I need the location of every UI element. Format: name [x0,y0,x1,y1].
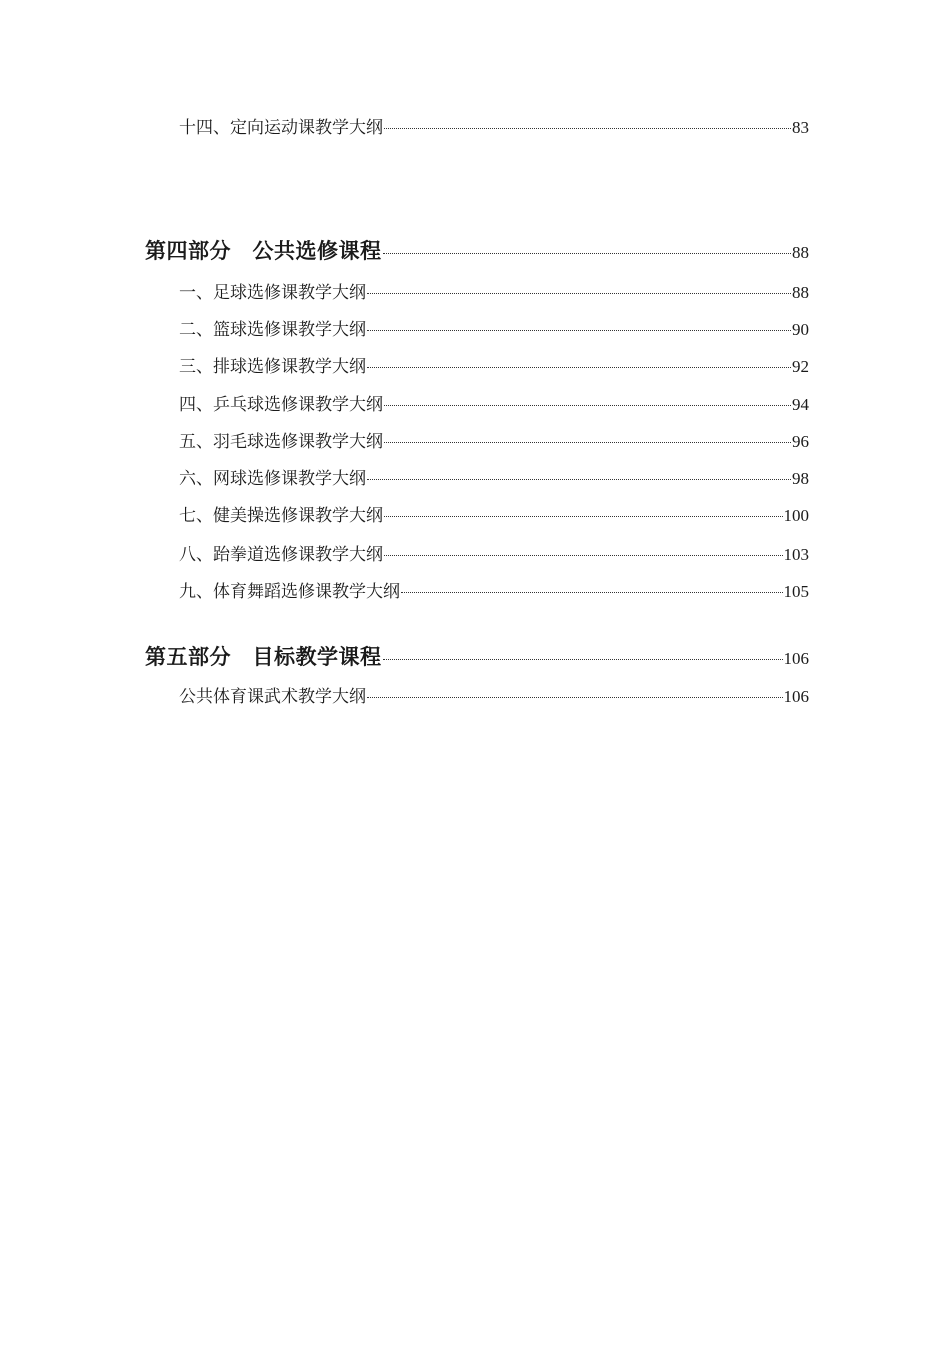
toc-entry-title: 二、篮球选修课教学大纲 [179,320,366,340]
toc-dot-leader [367,330,791,331]
toc-entry-sports-dance[interactable] [179,580,809,604]
toc-page-number: 103 [783,545,809,564]
toc-dot-leader [384,128,791,129]
toc-dot-leader [384,516,783,517]
toc-page-number: 90 [792,320,809,339]
toc-dot-leader [383,659,783,660]
toc-entry-table-tennis[interactable] [179,393,809,417]
toc-entry-title: 一、足球选修课教学大纲 [179,283,366,303]
toc-dot-leader [367,479,791,480]
toc-entry-orienteering[interactable] [179,116,809,140]
toc-entry-taekwondo[interactable] [179,543,809,567]
toc-entry-title: 五、羽毛球选修课教学大纲 [179,432,383,452]
toc-entry-title: 四、乒乓球选修课教学大纲 [179,395,383,415]
toc-dot-leader [367,293,791,294]
toc-entry-title: 九、体育舞蹈选修课教学大纲 [179,582,400,602]
toc-page-number: 88 [792,283,809,302]
toc-dot-leader [384,405,791,406]
toc-page-number: 98 [792,469,809,488]
toc-entry-title: 十四、定向运动课教学大纲 [179,118,383,138]
toc-page-number: 88 [792,243,809,262]
toc-section-part5[interactable] [145,642,809,672]
toc-page-number: 94 [792,395,809,414]
toc-dot-leader [384,442,791,443]
toc-entry-volleyball[interactable] [179,355,809,379]
toc-entry-badminton[interactable] [179,430,809,454]
toc-dot-leader [367,367,791,368]
toc-section-title: 第五部分 目标教学课程 [145,645,382,669]
toc-dot-leader [401,592,783,593]
toc-entry-title: 三、排球选修课教学大纲 [179,357,366,377]
toc-entry-basketball[interactable] [179,318,809,342]
toc-dot-leader [384,555,783,556]
toc-page-number: 96 [792,432,809,451]
toc-section-title: 第四部分 公共选修课程 [145,239,382,263]
toc-dot-leader [367,697,783,698]
toc-entry-title: 六、网球选修课教学大纲 [179,469,366,489]
toc-entry-aerobics[interactable] [179,504,809,528]
toc-entry-wushu[interactable] [179,685,809,709]
toc-entry-title: 公共体育课武术教学大纲 [179,687,366,707]
toc-page-number: 83 [792,118,809,137]
toc-page-number: 106 [783,687,809,706]
toc-page-number: 100 [783,506,809,525]
toc-entry-title: 八、跆拳道选修课教学大纲 [179,545,383,565]
toc-page-number: 92 [792,357,809,376]
toc-section-part4[interactable] [145,236,809,266]
toc-entry-title: 七、健美操选修课教学大纲 [179,506,383,526]
toc-page-number: 106 [783,649,809,668]
toc-entry-tennis[interactable] [179,467,809,491]
toc-dot-leader [383,253,792,254]
toc-page-number: 105 [783,582,809,601]
toc-entry-football[interactable] [179,281,809,305]
